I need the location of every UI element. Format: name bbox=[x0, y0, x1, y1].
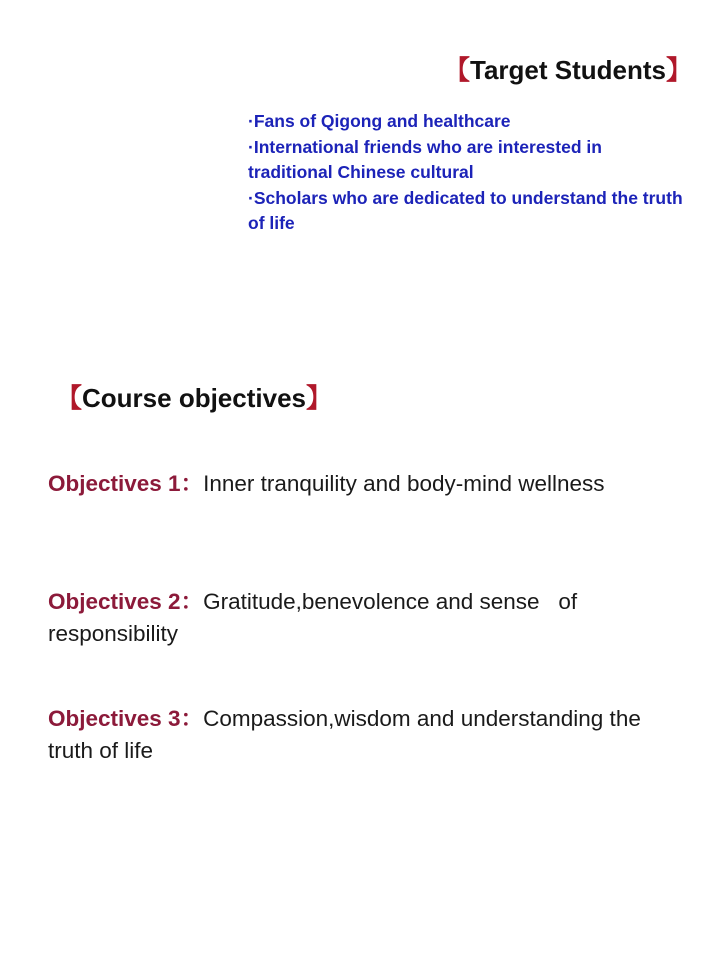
objective-label: Objectives 2： bbox=[48, 589, 204, 614]
course-objectives-title: Course objectives bbox=[82, 383, 306, 413]
target-students-heading bbox=[444, 57, 692, 83]
objective-item-1 bbox=[48, 468, 648, 500]
objective-item-2 bbox=[48, 586, 648, 650]
objective-text: Gratitude,benevolence and sense of responsibility bbox=[48, 589, 584, 646]
heading-bracket-open: 【 bbox=[444, 55, 471, 85]
objective-label: Objectives 3： bbox=[48, 706, 204, 731]
target-students-list bbox=[248, 109, 688, 237]
objective-text: Compassion,wisdom and understanding the truth of life bbox=[48, 706, 648, 763]
target-students-title: Target Students bbox=[470, 55, 666, 85]
heading-bracket-close: 】 bbox=[666, 55, 693, 85]
course-objectives-heading bbox=[56, 385, 332, 411]
list-item: ·Scholars who are dedicated to understand the truth of life bbox=[248, 187, 683, 233]
list-item: ·Fans of Qigong and healthcare bbox=[248, 111, 511, 131]
objective-label: Objectives 1： bbox=[48, 471, 204, 496]
list-item: ·International friends who are interested in traditional Chinese cultural bbox=[248, 136, 602, 182]
heading-bracket-open: 【 bbox=[56, 383, 83, 413]
heading-bracket-close: 】 bbox=[306, 383, 333, 413]
objective-text: Inner tranquility and body-mind wellness bbox=[203, 471, 605, 496]
objective-item-3 bbox=[48, 703, 648, 767]
